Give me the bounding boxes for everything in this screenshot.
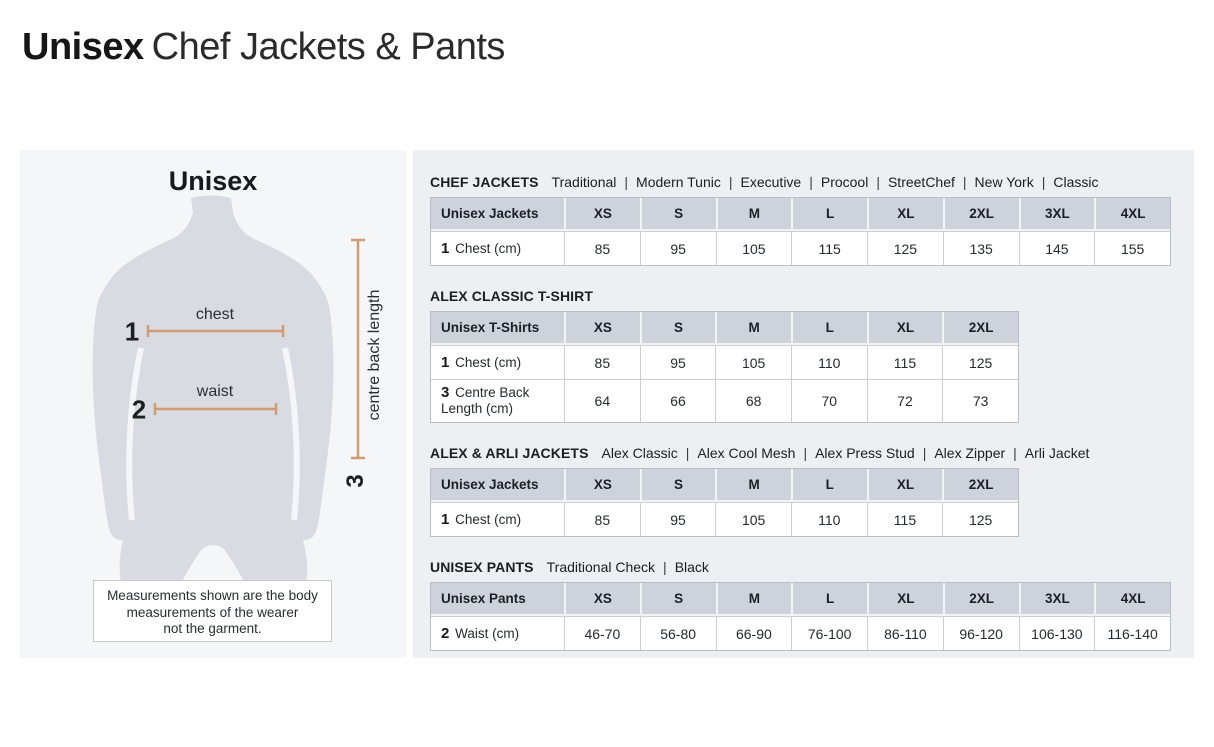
measurement-number: 1: [441, 510, 450, 528]
size-column-header: 3XL: [1019, 583, 1095, 616]
table-title: CHEF JACKETS: [430, 174, 539, 190]
measurement-value-cell: 145: [1019, 231, 1095, 265]
style-name: Alex Press Stud: [815, 445, 915, 461]
size-column-header: L: [791, 469, 867, 502]
table-heading: [430, 174, 1174, 191]
measurement-value-cell: 85: [564, 345, 640, 379]
measurement-value-cell: 105: [716, 231, 792, 265]
size-column-header: XS: [564, 312, 640, 345]
style-name: Traditional: [551, 174, 617, 190]
measurement-value-cell: 105: [715, 345, 791, 379]
measurement-value-cell: 116-140: [1094, 616, 1170, 650]
size-column-header: S: [640, 198, 716, 231]
size-table: [430, 197, 1171, 266]
table-title: ALEX CLASSIC T-SHIRT: [430, 288, 594, 304]
style-name: Arli Jacket: [1024, 445, 1090, 461]
measurement-value-cell: 95: [640, 502, 716, 536]
measurement-value-cell: 66-90: [716, 616, 792, 650]
measurement-value-cell: 95: [640, 345, 716, 379]
style-separator: |: [624, 174, 629, 190]
style-separator: |: [728, 174, 733, 190]
style-separator: |: [962, 174, 967, 190]
measurement-value-cell: 85: [564, 502, 640, 536]
size-table: [430, 582, 1171, 651]
measurement-note-line: measurements of the wearer: [126, 604, 299, 620]
centre-back-length-line: [351, 240, 365, 458]
measurement-note-line: Measurements shown are the body: [107, 588, 318, 603]
size-column-header: 3XL: [1019, 198, 1095, 231]
style-name: Executive: [740, 174, 802, 190]
style-name: Black: [674, 559, 709, 575]
measurement-number: 1: [441, 353, 450, 371]
style-separator: |: [876, 174, 880, 190]
style-list: [552, 174, 1099, 190]
table-row: [431, 231, 1170, 265]
measurement-value-cell: 72: [867, 379, 943, 422]
measurement-value-cell: 125: [867, 231, 943, 265]
size-column-header: XL: [867, 583, 943, 616]
size-column-header: L: [791, 198, 867, 231]
measurement-diagram-panel: [20, 150, 406, 658]
table-heading: [430, 288, 1174, 305]
measurement-value-cell: 85: [564, 231, 640, 265]
style-name: Modern Tunic: [636, 174, 721, 190]
table-title: ALEX & ARLI JACKETS: [430, 445, 589, 461]
table-row-header-label: Unisex Pants: [431, 583, 564, 616]
size-column-header: S: [640, 469, 716, 502]
style-name: Alex Cool Mesh: [697, 445, 796, 461]
size-tables-container: [430, 174, 1174, 651]
size-column-header: 4XL: [1094, 198, 1170, 231]
measurement-value-cell: 135: [943, 231, 1019, 265]
style-name: Traditional Check: [546, 559, 656, 575]
measurement-number: 3: [441, 384, 450, 401]
size-column-header: M: [715, 312, 791, 345]
style-name: Classic: [1053, 174, 1099, 190]
style-name: New York: [974, 174, 1034, 190]
style-separator: |: [1041, 174, 1046, 190]
measurement-row-label: 1 Chest (cm): [431, 502, 564, 536]
size-table: [430, 468, 1019, 537]
measurement-row-label: 1 Chest (cm): [431, 231, 564, 265]
size-table: [430, 311, 1019, 423]
measurement-value-cell: 125: [942, 502, 1018, 536]
style-name: Procool: [820, 174, 869, 190]
measurement-value-cell: 95: [640, 231, 716, 265]
table-title: UNISEX PANTS: [430, 559, 534, 575]
table-row: [431, 502, 1018, 536]
style-separator: |: [663, 559, 667, 575]
size-column-header: XL: [867, 469, 943, 502]
size-column-header: S: [640, 312, 716, 345]
measurement-row-label: 3 Centre Back Length (cm): [431, 379, 564, 422]
measurement-note: [93, 580, 332, 642]
measurement-value-cell: 64: [564, 379, 640, 422]
measure-2-number: 2: [131, 394, 147, 425]
table-heading: [430, 559, 1174, 576]
table-row-header-label: Unisex Jackets: [431, 198, 564, 231]
measurement-value-cell: 96-120: [943, 616, 1019, 650]
size-table-header-row: [431, 312, 1018, 345]
size-column-header: XL: [867, 198, 943, 231]
size-column-header: 2XL: [943, 583, 1019, 616]
size-column-header: 4XL: [1094, 583, 1170, 616]
measurement-note-line: not the garment.: [163, 621, 262, 636]
size-table-header-row: [431, 469, 1018, 502]
size-column-header: 2XL: [942, 469, 1018, 502]
measurement-value-cell: 46-70: [564, 616, 640, 650]
size-column-header: L: [791, 583, 867, 616]
measurement-number: 2: [441, 624, 450, 642]
style-separator: |: [809, 174, 813, 190]
page-title-rest: Chef Jackets & Pants: [151, 26, 505, 68]
page-title-category: Unisex: [22, 26, 144, 68]
measurement-value-cell: 115: [867, 502, 943, 536]
style-name: StreetChef: [887, 174, 955, 190]
size-column-header: XS: [564, 583, 640, 616]
size-table-section: [430, 559, 1174, 651]
table-row-header-label: Unisex T-Shirts: [431, 312, 564, 345]
style-separator: |: [1013, 445, 1017, 461]
measurement-value-cell: 110: [791, 502, 867, 536]
size-column-header: XS: [564, 469, 640, 502]
diagram-title: Unisex: [168, 166, 258, 196]
size-table-header-row: [431, 583, 1170, 616]
measurement-row-label: 2 Waist (cm): [431, 616, 564, 650]
style-separator: |: [803, 445, 808, 461]
size-column-header: 2XL: [942, 312, 1018, 345]
size-table-header-row: [431, 198, 1170, 231]
table-row: [431, 345, 1018, 379]
size-column-header: S: [640, 583, 716, 616]
size-tables-panel: [413, 150, 1194, 658]
measure-1-number: 1: [124, 316, 140, 347]
size-table-section: [430, 174, 1174, 266]
measurement-value-cell: 68: [715, 379, 791, 422]
size-column-header: XS: [564, 198, 640, 231]
size-column-header: M: [716, 583, 792, 616]
size-column-header: 2XL: [943, 198, 1019, 231]
waist-label: waist: [196, 383, 234, 400]
size-column-header: M: [715, 469, 791, 502]
measurement-row-label: 1 Chest (cm): [431, 345, 564, 379]
measurement-value-cell: 76-100: [791, 616, 867, 650]
measurement-value-cell: 125: [942, 345, 1018, 379]
measurement-value-cell: 73: [942, 379, 1018, 422]
measurement-value-cell: 106-130: [1019, 616, 1095, 650]
size-column-header: XL: [867, 312, 943, 345]
size-table-section: [430, 288, 1174, 423]
style-separator: |: [922, 445, 927, 461]
measurement-value-cell: 155: [1094, 231, 1170, 265]
measure-3-number: 3: [342, 474, 369, 488]
style-list: [602, 445, 1090, 461]
style-separator: |: [685, 445, 690, 461]
measurement-value-cell: 115: [791, 231, 867, 265]
measurement-value-cell: 115: [867, 345, 943, 379]
size-table-section: [430, 445, 1174, 537]
style-name: Alex Zipper: [934, 445, 1006, 461]
style-name: Alex Classic: [601, 445, 678, 461]
table-heading: [430, 445, 1174, 462]
table-row: [431, 379, 1018, 422]
table-row-header-label: Unisex Jackets: [431, 469, 564, 502]
measurement-value-cell: 70: [791, 379, 867, 422]
chest-label: chest: [195, 306, 235, 323]
page-title: [22, 26, 505, 69]
measurement-value-cell: 56-80: [640, 616, 716, 650]
size-column-header: L: [791, 312, 867, 345]
measurement-value-cell: 110: [791, 345, 867, 379]
style-list: [547, 559, 709, 575]
centre-back-length-label: centre back length: [366, 289, 383, 421]
measurement-value-cell: 105: [715, 502, 791, 536]
measurement-number: 1: [441, 239, 450, 257]
measurement-value-cell: 86-110: [867, 616, 943, 650]
table-row: [431, 616, 1170, 650]
size-column-header: M: [716, 198, 792, 231]
measurement-value-cell: 66: [640, 379, 716, 422]
